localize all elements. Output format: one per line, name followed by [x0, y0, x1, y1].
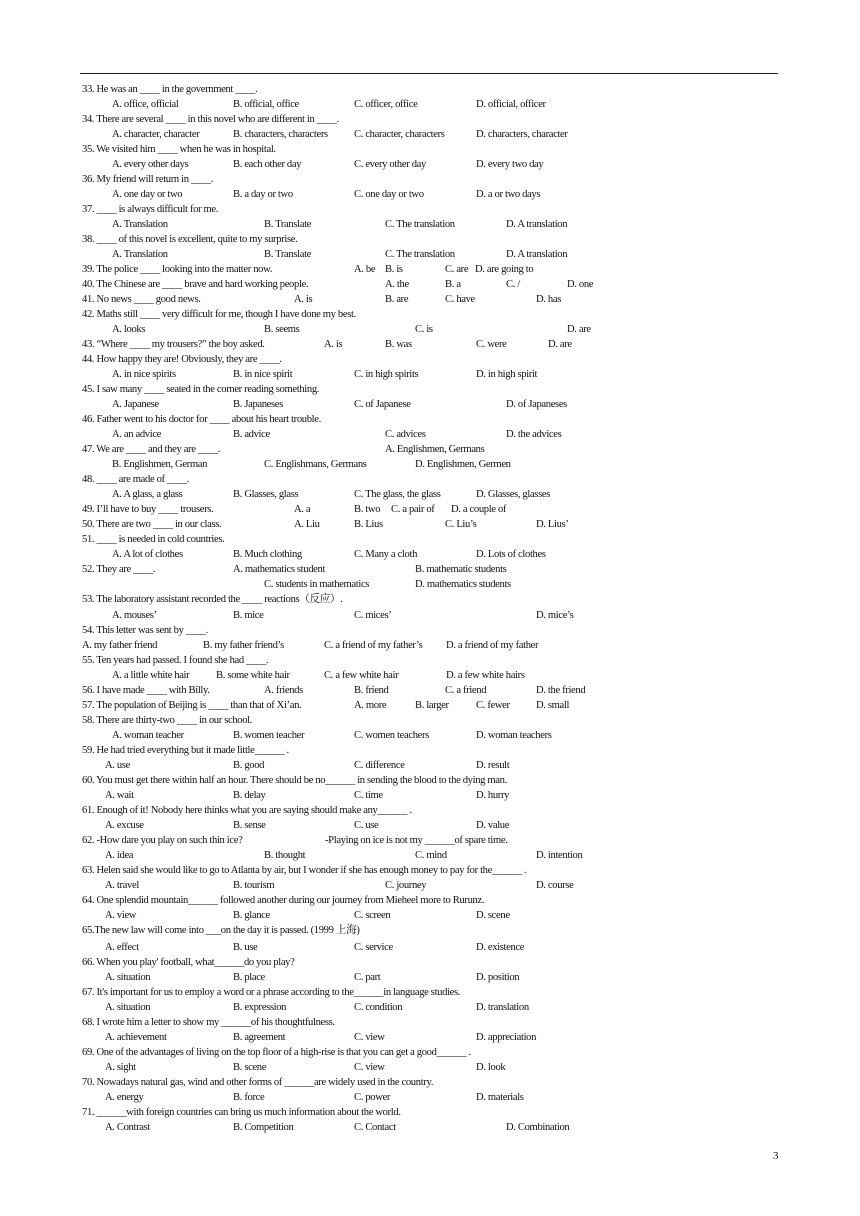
question-33 — [82, 82, 782, 97]
option-d: D. small — [536, 700, 570, 712]
option-a: A. woman teacher — [112, 730, 184, 742]
question-71 — [82, 1105, 782, 1120]
option-c: C. are — [445, 264, 469, 275]
question-stem: 48. ____ are made of ____. — [82, 474, 190, 485]
option-d: D. official, officer — [476, 99, 546, 110]
question-46 — [82, 412, 782, 427]
option-d: D. look — [476, 1061, 506, 1073]
option-c: C. have — [445, 294, 475, 305]
option-b: B. Lius — [354, 519, 383, 530]
option-b: B. glance — [233, 910, 270, 922]
option-d: D. are — [548, 339, 572, 350]
question-stem: 38. ____ of this novel is excellent, quite to my surprise. — [82, 234, 298, 245]
option-c: C. Contact — [354, 1121, 396, 1133]
option-b: B. are — [385, 294, 409, 305]
question-41 — [82, 292, 782, 307]
option-d: D. a couple of — [451, 504, 507, 515]
question-51 — [82, 532, 782, 547]
option-b: B. two — [354, 504, 381, 515]
question-stem-reply: -Playing on ice is not my ______of spare time. — [325, 835, 508, 847]
question-stem: 69. One of the advantages of living on the top floor of a high-rise is that you can get a good______ . — [82, 1046, 471, 1058]
question-stem: 54. This letter was sent by ____. — [82, 625, 208, 637]
option-d: D. A translation — [506, 249, 568, 260]
option-c: C. mices’ — [354, 610, 392, 622]
question-54 — [82, 623, 782, 638]
option-d: D. a friend of my father — [446, 640, 539, 652]
question-stem: 64. One splendid mountain______ followed another during our journey from Mieheel more to Rurunz. — [82, 895, 485, 907]
option-b: B. Translate — [264, 249, 312, 260]
option-a: A. the — [385, 279, 409, 290]
options-48 — [82, 487, 782, 502]
question-stem: 35. We visited him ____ when he was in hospital. — [82, 144, 276, 155]
option-c: C. part — [354, 971, 381, 983]
option-a: A. my father friend — [82, 640, 158, 652]
question-stem: 52. They are ____. — [82, 564, 156, 575]
option-d: D. course — [536, 880, 574, 892]
option-b: B. force — [233, 1091, 265, 1103]
option-c: C. of Japanese — [354, 399, 411, 410]
option-a: A. excuse — [105, 820, 144, 832]
option-b: B. a — [445, 279, 461, 290]
question-53 — [82, 592, 782, 608]
question-42 — [82, 307, 782, 322]
option-b: B. characters, characters — [233, 129, 328, 140]
option-b: B. agreement — [233, 1031, 286, 1043]
option-d: D. existence — [476, 941, 525, 953]
question-stem: 33. He was an ____ in the government ____. — [82, 84, 258, 95]
options-38 — [82, 247, 782, 262]
option-a: A. Translation — [112, 219, 168, 230]
option-a: A. friends — [264, 685, 303, 697]
option-a: A. situation — [105, 971, 151, 983]
option-a: A. in nice spirits — [112, 369, 176, 380]
options-44 — [82, 367, 782, 382]
option-a: A. Contrast — [105, 1121, 150, 1133]
option-a: A. Englishmen, Germans — [385, 444, 485, 455]
options-52 — [82, 577, 782, 592]
option-d: D. position — [476, 971, 520, 983]
options-70 — [82, 1090, 782, 1105]
option-d: D. are — [567, 324, 591, 335]
option-b: B. was — [385, 339, 412, 350]
option-a: A. a little white hair — [112, 670, 190, 682]
option-d: D. hurry — [476, 790, 510, 802]
options-45 — [82, 397, 782, 412]
option-c: C. view — [354, 1061, 385, 1073]
option-a: A. A lot of clothes — [112, 549, 183, 560]
option-a: A. a — [294, 504, 311, 515]
option-c: C. were — [476, 339, 507, 350]
option-c: C. / — [506, 279, 520, 290]
option-b: B. thought — [264, 850, 306, 862]
options-47 — [82, 457, 782, 472]
option-c: C. screen — [354, 910, 391, 922]
options-61 — [82, 818, 782, 833]
option-d: D. intention — [536, 850, 583, 862]
question-57 — [82, 698, 782, 713]
option-b: B. seems — [264, 324, 300, 335]
question-stem: 71. ______with foreign countries can bring us much information about the world. — [82, 1106, 401, 1118]
option-a: A. use — [105, 760, 130, 772]
question-48 — [82, 472, 782, 487]
option-c: C. a friend of my father’s — [324, 640, 423, 652]
question-list — [82, 82, 782, 1135]
option-d: D. mathematics students — [415, 579, 511, 590]
question-61 — [82, 803, 782, 818]
option-d: D. Combination — [506, 1121, 570, 1133]
question-stem: 67. It's important for us to employ a word or a phrase according to the______in language studies. — [82, 986, 461, 998]
question-stem: 66. When you play' football, what______do you play? — [82, 956, 295, 968]
option-a: A. looks — [112, 324, 146, 335]
options-65 — [82, 940, 782, 955]
option-b: B. each other day — [233, 159, 302, 170]
options-58 — [82, 728, 782, 743]
question-stem: 68. I wrote him a letter to show my ______of his thoughtfulness. — [82, 1016, 335, 1028]
option-b: B. delay — [233, 790, 266, 802]
option-d: D. A translation — [506, 219, 568, 230]
option-b: B. place — [233, 971, 265, 983]
option-b: B. Glasses, glass — [233, 489, 299, 500]
question-stem: 61. Enough of it! Nobody here thinks what you are saying should make any______ . — [82, 805, 412, 817]
option-a: A. is — [324, 339, 343, 350]
option-a: A. A glass, a glass — [112, 489, 183, 500]
option-d: D. every two day — [476, 159, 544, 170]
option-d: D. Englishmen, Germen — [415, 459, 511, 470]
option-b: B. good — [233, 760, 265, 772]
option-b: B. my father friend’s — [203, 640, 284, 652]
option-d: D. a or two days — [476, 189, 541, 200]
options-36 — [82, 187, 782, 202]
question-37 — [82, 202, 782, 217]
question-stem: 51. ____ is needed in cold countries. — [82, 534, 225, 545]
question-stem: 55. Ten years had passed. I found she had ____. — [82, 655, 269, 667]
question-69 — [82, 1045, 782, 1060]
option-b: B. scene — [233, 1061, 267, 1073]
question-67 — [82, 985, 782, 1000]
options-55 — [82, 668, 782, 683]
question-47 — [82, 442, 782, 457]
header-rule — [80, 73, 778, 74]
option-a: A. one day or two — [112, 189, 183, 200]
option-b: B. is — [385, 264, 403, 275]
question-stem: 57. The population of Beijing is ____ than that of Xi’an. — [82, 700, 302, 712]
question-stem: 42. Maths still ____ very difficult for me, though I have done my best. — [82, 309, 356, 320]
option-d: D. appreciation — [476, 1031, 537, 1043]
option-a: A. wait — [105, 790, 134, 802]
options-34 — [82, 127, 782, 142]
option-b: B. Translate — [264, 219, 312, 230]
option-b: B. advice — [233, 429, 270, 440]
option-a: A. travel — [105, 880, 139, 892]
option-b: B. sense — [233, 820, 266, 832]
option-a: A. mouses’ — [112, 610, 157, 622]
options-68 — [82, 1030, 782, 1045]
option-a: A. situation — [105, 1001, 151, 1013]
question-stem: 36. My friend will return in ____. — [82, 174, 214, 185]
option-c: C. power — [354, 1091, 391, 1103]
option-b: B. Japaneses — [233, 399, 283, 410]
question-68 — [82, 1015, 782, 1030]
option-b: B. larger — [415, 700, 449, 712]
option-d: D. one — [567, 279, 594, 290]
option-b: B. use — [233, 941, 258, 953]
question-39 — [82, 262, 782, 277]
question-38 — [82, 232, 782, 247]
option-d: D. translation — [476, 1001, 529, 1013]
options-53 — [82, 608, 782, 623]
options-71 — [82, 1120, 782, 1135]
question-stem: 53. The laboratory assistant recorded the ____ reactions（反应）. — [82, 594, 343, 605]
question-62 — [82, 833, 782, 848]
option-d: D. value — [476, 820, 510, 832]
question-stem: 34. There are several ____ in this novel who are different in ____. — [82, 114, 339, 125]
option-c: C. in high spirits — [354, 369, 419, 380]
option-a: A. Liu — [294, 519, 320, 530]
option-c: C. view — [354, 1031, 385, 1043]
option-d: D. materials — [476, 1091, 524, 1103]
option-a: A. Translation — [112, 249, 168, 260]
question-49 — [82, 502, 782, 517]
question-35 — [82, 142, 782, 157]
option-a: A. idea — [105, 850, 134, 862]
option-c: C. is — [415, 324, 433, 335]
option-b: B. expression — [233, 1001, 287, 1013]
option-d: D. a few white hairs — [446, 670, 525, 682]
question-43 — [82, 337, 782, 352]
question-stem: 58. There are thirty-two ____ in our school. — [82, 715, 253, 727]
option-c: C. every other day — [354, 159, 426, 170]
options-33 — [82, 97, 782, 112]
option-c: C. journey — [385, 880, 427, 892]
option-d: D. in high spirit — [476, 369, 538, 380]
option-c: C. Liu’s — [445, 519, 477, 530]
option-c: C. students in mathematics — [264, 579, 370, 590]
option-a: A. more — [354, 700, 387, 712]
question-stem: 49. I’ll have to buy ____ trousers. — [82, 504, 214, 515]
question-52 — [82, 562, 782, 577]
question-stem: 59. He had tried everything but it made little______ . — [82, 745, 289, 757]
question-34 — [82, 112, 782, 127]
option-c: C. one day or two — [354, 189, 424, 200]
question-stem: 40. The Chinese are ____ brave and hard working people. — [82, 279, 309, 290]
option-a: A. Japanese — [112, 399, 159, 410]
option-c: C. use — [354, 820, 379, 832]
option-c: C. fewer — [476, 700, 510, 712]
option-a: A. mathematics student — [233, 564, 326, 575]
option-c: C. women teachers — [354, 730, 429, 742]
option-c: C. The glass, the glass — [354, 489, 441, 500]
question-60 — [82, 773, 782, 788]
options-35 — [82, 157, 782, 172]
question-66 — [82, 955, 782, 970]
options-59 — [82, 758, 782, 773]
option-a: A. be — [354, 264, 376, 275]
options-42 — [82, 322, 782, 337]
question-stem: 44. How happy they are! Obviously, they are ____. — [82, 354, 282, 365]
question-stem: 46. Father went to his doctor for ____ about his heart trouble. — [82, 414, 321, 425]
option-c: C. difference — [354, 760, 405, 772]
question-stem: 50. There are two ____ in our class. — [82, 519, 222, 530]
question-stem: 62. -How dare you play on such thin ice? — [82, 835, 243, 847]
options-66 — [82, 970, 782, 985]
option-b: B. a day or two — [233, 189, 293, 200]
options-51 — [82, 547, 782, 562]
option-b: B. Much clothing — [233, 549, 302, 560]
option-c: C. mind — [415, 850, 447, 862]
option-b: B. friend — [354, 685, 389, 697]
option-d: D. has — [536, 294, 561, 305]
options-60 — [82, 788, 782, 803]
question-stem: 63. Helen said she would like to go to Atlanta by air, but I wonder if she has enough money to pay for the______ . — [82, 865, 527, 877]
option-b: B. women teacher — [233, 730, 305, 742]
option-d: D. Lius’ — [536, 519, 569, 530]
option-d: D. result — [476, 760, 510, 772]
option-c: C. condition — [354, 1001, 403, 1013]
options-37 — [82, 217, 782, 232]
question-56 — [82, 683, 782, 698]
option-c: C. time — [354, 790, 383, 802]
option-d: D. scene — [476, 910, 510, 922]
question-stem: 41. No news ____ good news. — [82, 294, 201, 305]
question-50 — [82, 517, 782, 532]
option-c: C. character, characters — [354, 129, 445, 140]
question-stem: 39. The police ____ looking into the matter now. — [82, 264, 273, 275]
question-63 — [82, 863, 782, 878]
option-c: C. The translation — [385, 219, 455, 230]
option-c: C. a few white hair — [324, 670, 399, 682]
question-stem: 65.The new law will come into ___on the day it is passed. (1999 上海) — [82, 925, 360, 937]
option-c: C. advices — [385, 429, 426, 440]
option-a: A. an advice — [112, 429, 162, 440]
question-stem: 70. Nowadays natural gas, wind and other forms of ______are widely used in the country. — [82, 1076, 434, 1088]
options-69 — [82, 1060, 782, 1075]
question-55 — [82, 653, 782, 668]
option-b: B. Competition — [233, 1121, 294, 1133]
option-a: A. effect — [105, 941, 139, 953]
option-c: C. a pair of — [391, 504, 435, 515]
option-d: D. of Japaneses — [506, 399, 567, 410]
option-c: C. The translation — [385, 249, 455, 260]
option-a: A. view — [105, 910, 137, 922]
question-stem: 37. ____ is always difficult for me. — [82, 204, 219, 215]
option-b: B. tourism — [233, 880, 275, 892]
option-c: C. officer, office — [354, 99, 418, 110]
question-36 — [82, 172, 782, 187]
option-a: A. character, character — [112, 129, 200, 140]
options-62 — [82, 848, 782, 863]
options-63 — [82, 878, 782, 893]
option-d: D. mice’s — [536, 610, 574, 622]
question-stem: 56. I have made ____ with Billy. — [82, 685, 210, 697]
option-b: B. some white hair — [216, 670, 290, 682]
option-d: D. the friend — [536, 685, 586, 697]
option-a: A. every other days — [112, 159, 189, 170]
option-a: A. achievement — [105, 1031, 167, 1043]
option-b: B. mathematic students — [415, 564, 507, 575]
question-65 — [82, 923, 782, 939]
question-70 — [82, 1075, 782, 1090]
option-d: D. Glasses, glasses — [476, 489, 550, 500]
option-c: C. Many a cloth — [354, 549, 418, 560]
question-40 — [82, 277, 782, 292]
option-d: D. characters, character — [476, 129, 568, 140]
option-b: B. mice — [233, 610, 264, 622]
question-stem: 47. We are ____ and they are ____. — [82, 444, 220, 455]
option-d: D. Lots of clothes — [476, 549, 546, 560]
option-a: A. sight — [105, 1061, 136, 1073]
option-b: B. official, office — [233, 99, 299, 110]
option-d: D. the advices — [506, 429, 562, 440]
option-b: B. in nice spirit — [233, 369, 293, 380]
question-44 — [82, 352, 782, 367]
option-c: C. Englishmans, Germans — [264, 459, 367, 470]
option-c: C. service — [354, 941, 393, 953]
question-stem: 60. You must get there within half an hour. There should be no______ in sending the blood to the dying man. — [82, 775, 507, 787]
question-64 — [82, 893, 782, 908]
question-stem: 43. “Where ____ my trousers?” the boy asked. — [82, 339, 265, 350]
question-59 — [82, 743, 782, 758]
option-a: A. energy — [105, 1091, 144, 1103]
page-number: 3 — [773, 1150, 779, 1162]
option-d: D. are going to — [475, 264, 534, 275]
option-a: A. office, official — [112, 99, 179, 110]
question-stem: 45. I saw many ____ seated in the corner reading something. — [82, 384, 320, 395]
question-45 — [82, 382, 782, 397]
question-58 — [82, 713, 782, 728]
options-64 — [82, 908, 782, 923]
option-c: C. a friend — [445, 685, 487, 697]
option-b: B. Englishmen, German — [112, 459, 208, 470]
options-46 — [82, 427, 782, 442]
option-a: A. is — [294, 294, 313, 305]
options-67 — [82, 1000, 782, 1015]
option-d: D. woman teachers — [476, 730, 552, 742]
options-54 — [82, 638, 782, 653]
